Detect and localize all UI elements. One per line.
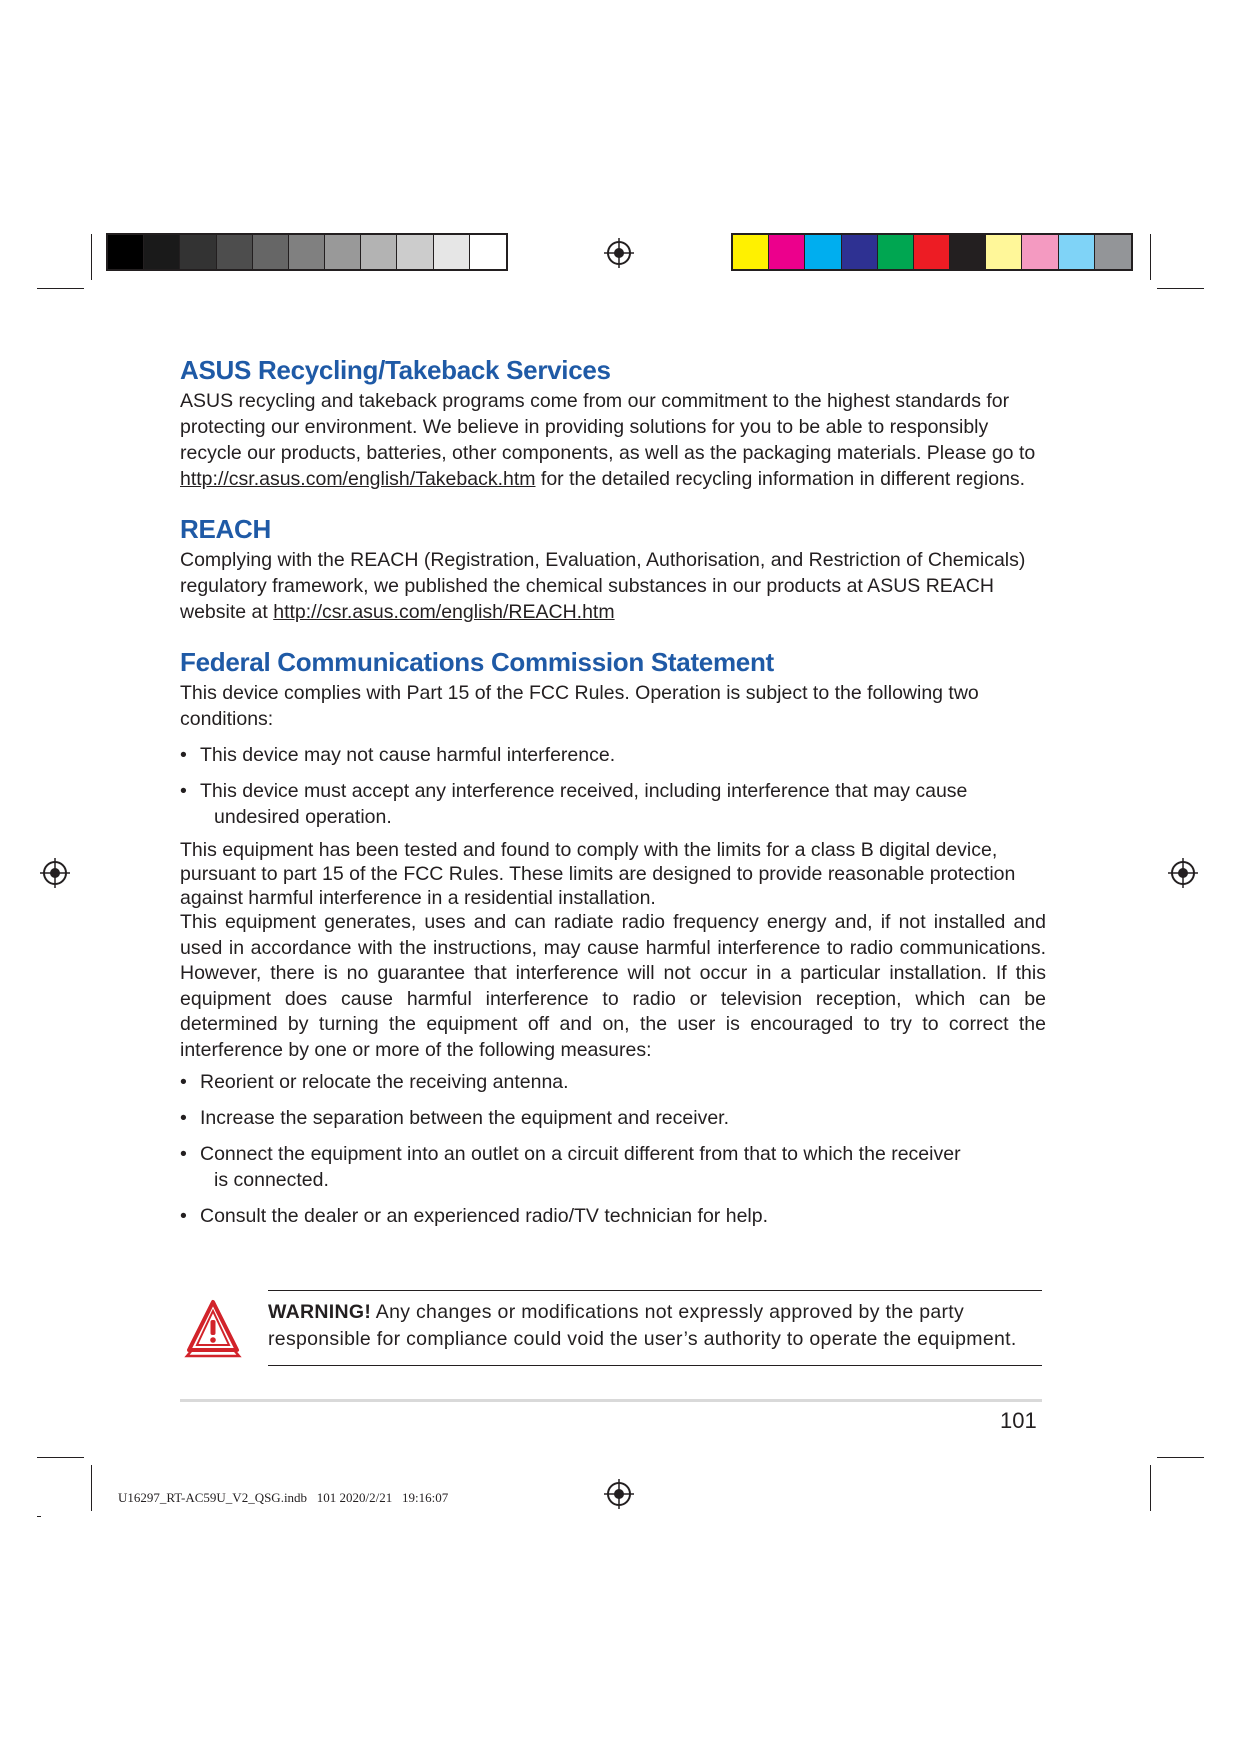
list-item-text: Reorient or relocate the receiving antenna.: [200, 1071, 569, 1093]
color-swatch: [108, 235, 144, 269]
recycling-text: ASUS recycling and takeback programs come from our commitment to the highest standards for protecting our environment. We believe in providing solutions for you to be able to responsibly recycle our products, batteries, other components, as well as the packaging materials. Please go to: [180, 390, 1036, 464]
color-swatch: [397, 235, 433, 269]
list-item-text: This device must accept any interference received, including interference that may cause: [200, 780, 968, 802]
takeback-link[interactable]: http://csr.asus.com/english/Takeback.htm: [180, 468, 536, 490]
fcc-measures-list: [180, 1069, 1046, 1229]
list-item-text: Increase the separation between the equipment and receiver.: [200, 1107, 730, 1129]
list-item-text: This device may not cause harmful interference.: [200, 744, 616, 766]
color-swatch: [180, 235, 216, 269]
reach-text: Complying with the REACH (Registration, Evaluation, Authorisation, and Restriction of Chemicals) regulatory framework, we published the chemical substances in our products at ASUS REACH website at: [180, 549, 1026, 623]
recycling-paragraph: [180, 388, 1046, 492]
list-item: • Connect the equipment into an outlet on a circuit different from that to which the receiver is connected.: [180, 1141, 1046, 1193]
color-swatch: [217, 235, 253, 269]
list-item: • Reorient or relocate the receiving antenna.: [180, 1071, 569, 1093]
color-swatch: [470, 235, 506, 269]
fcc-intro: This device complies with Part 15 of the FCC Rules. Operation is subject to the following two conditions:: [180, 682, 979, 730]
fcc-generates-paragraph: This equipment generates, uses and can radiate radio frequency energy and, if not installed and used in accordance with the instructions, may cause harmful interference to radio communications. However, there is no guarantee that interference will not occur in a particular installation. If this equipment does cause harmful interference to radio or television reception, which can be determined by turning the equipment off and on, the user is encouraged to try to correct the interference by one or more of the following measures:: [180, 911, 1046, 1061]
page-number: 101: [1000, 1408, 1037, 1433]
color-swatch: [914, 235, 950, 269]
color-swatch: [986, 235, 1022, 269]
page-content: [180, 352, 1046, 1239]
warning-line2: responsible for compliance could void the user’s authority to operate the equipment.: [268, 1328, 1017, 1350]
color-swatch: [733, 235, 769, 269]
footer-rule: [180, 1399, 1042, 1402]
registration-mark-icon: [40, 858, 70, 888]
list-item: • Consult the dealer or an experienced radio/TV technician for help.: [180, 1205, 769, 1227]
color-swatch: [769, 235, 805, 269]
list-item-continuation: undesired operation.: [214, 806, 392, 828]
recycling-text-end: for the detailed recycling information in different regions.: [535, 468, 1026, 490]
list-item-text: Connect the equipment into an outlet on a circuit different from that to which the receiver: [200, 1143, 961, 1165]
color-swatch: [289, 235, 325, 269]
warning-box: [268, 1290, 1042, 1366]
recycling-heading: ASUS Recycling/Takeback Services: [180, 355, 611, 385]
process-color-bar: [731, 233, 1133, 271]
color-swatch: [325, 235, 361, 269]
color-swatch: [144, 235, 180, 269]
fcc-conditions-list: [180, 742, 1046, 830]
color-swatch: [361, 235, 397, 269]
warning-text: [268, 1299, 1017, 1353]
color-swatch: [253, 235, 289, 269]
color-swatch: [1059, 235, 1095, 269]
print-slug: U16297_RT-AC59U_V2_QSG.indb 101 2020/2/21 19:16:07: [118, 1490, 449, 1505]
color-swatch: [1095, 235, 1131, 269]
reach-link[interactable]: http://csr.asus.com/english/REACH.htm: [273, 601, 615, 623]
reach-section: [180, 511, 1046, 625]
color-swatch: [842, 235, 878, 269]
registration-mark-icon: [604, 1479, 634, 1509]
warning-line1: Any changes or modifications not expressly approved by the party: [371, 1301, 965, 1323]
list-item: • Increase the separation between the equipment and receiver.: [180, 1107, 730, 1129]
color-swatch: [805, 235, 841, 269]
fcc-tested-paragraph: This equipment has been tested and found to comply with the limits for a class B digital device, pursuant to part 15 of the FCC Rules. These limits are designed to provide reasonable protection against harmful interference in a residential installation.: [180, 839, 1016, 909]
color-swatch: [878, 235, 914, 269]
warning-label: WARNING!: [268, 1301, 372, 1323]
list-item: • This device must accept any interference received, including interference that may cause undesired operation.: [180, 778, 1046, 830]
color-swatch: [950, 235, 986, 269]
fcc-section: [180, 644, 1046, 1229]
fcc-heading: Federal Communications Commission Statement: [180, 647, 774, 677]
warning-icon: [184, 1298, 242, 1358]
list-item-continuation: is connected.: [214, 1169, 329, 1191]
registration-mark-icon: [604, 238, 634, 268]
color-swatch: [1022, 235, 1058, 269]
registration-mark-icon: [1168, 858, 1198, 888]
recycling-section: [180, 352, 1046, 492]
list-item-text: Consult the dealer or an experienced radio/TV technician for help.: [200, 1205, 769, 1227]
color-swatch: [434, 235, 470, 269]
list-item: • This device may not cause harmful interference.: [180, 744, 616, 766]
reach-paragraph: [180, 547, 1046, 625]
reach-heading: REACH: [180, 514, 271, 544]
grayscale-color-bar: [106, 233, 508, 271]
